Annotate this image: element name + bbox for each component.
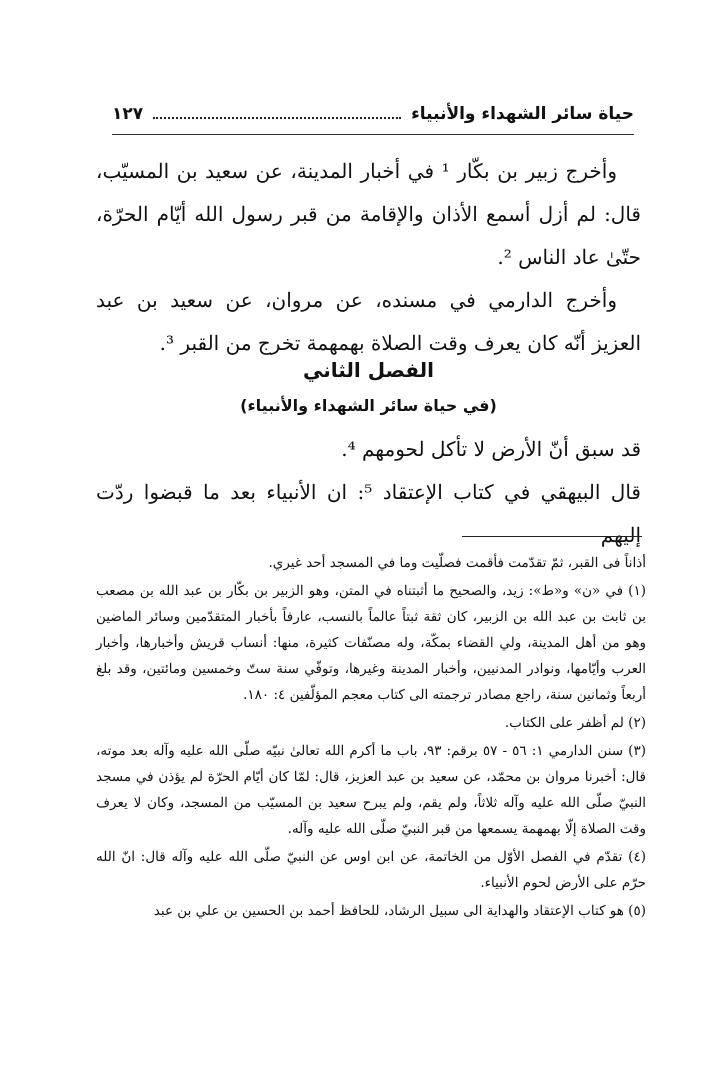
paragraph-zubair: وأخرج زبير بن بكّار ¹ في أخبار المدينة، عن سعيد بن المسيّب، قال: لم أزل أسمع الأذان والإقامة من قبر رسول الله أيّام الحرّة، حتّىٰ عاد الناس ².: [96, 159, 641, 269]
footnote-2: (٢) لم أظفر على الكتاب.: [504, 715, 646, 731]
footnote-divider: [462, 536, 642, 537]
header-title: حياة سائر الشهداء والأنبياء: [411, 104, 634, 124]
section2-line2: قال البيهقي في كتاب الإعتقاد ⁵: ان الأنبياء بعد ما قبضوا ردّت إليهم: [96, 480, 641, 547]
header-dot-leader: [153, 117, 401, 119]
section2-line1: قد سبق أنّ الأرض لا تأكل لحومهم ⁴.: [341, 437, 641, 461]
footnote-4: (٤) تقدّم في الفصل الأوّل من الخاتمة، عن ابن اوس عن النبيّ صلّى الله عليه وآله قال: انّ الله حرّم على الأرض لحوم الأنبياء.: [96, 849, 646, 891]
footnote-3: (٣) سنن الدارمي ١: ٥٦ - ٥٧ برقم: ٩٣، باب ما أكرم الله تعالىٰ نبيّه صلّى الله عليه وآله بعد موته، قال: أخبرنا مروان بن محمّد، عن سعيد بن عبد العزيز، قال: لمّا كان أيّام الحرّة لم يؤذن في مسجد النبيّ صلّى الله عليه وآله ثلاثاً، ولم يقم، ولم يبرح سعيد بن المسيّب من المسجد، وكان لا يعرف وقت الصلاة إلّا بهمهمة يسمعها من قبر النبيّ صلّى الله عليه وآله.: [96, 743, 646, 837]
footnote-1: (١) في «ن» و«ط»: زيد، والصحيح ما أثبتناه في المتن، وهو الزبير بن بكّار بن عبد الله بن مصعب بن ثابت بن عبد الله بن الزبير، كان ثقة ثبتاً عالماً بالنسب، عارفاً بأخبار المتقدّمين وسائر الماضين وهو من أهل المدينة، ولي القضاء بمكّة، وله مصنّفات كثيرة، منها: أنساب قريش وأخبارها، وأخبار العرب وأيّامها، ونوادر المدنيين، وأخبار المدينة وغيرها، وتوفّي سنة ستّ وخمسين ومائتين، وقد بلغ أربعاً وثمانين سنة، راجع مصادر ترجمته الى كتاب معجم المؤلّفين ٤: ١٨٠.: [96, 583, 646, 703]
main-text-section2: [96, 428, 641, 557]
main-text: [96, 150, 641, 365]
page-number: ١٢٧: [112, 104, 144, 124]
running-header: [112, 104, 634, 135]
footnote-5: (٥) هو كتاب الإعتقاد والهداية الى سبيل الرشاد، للحافظ أحمد بن الحسين بن علي بن عبد: [153, 903, 646, 919]
chapter-subtitle: (في حياة سائر الشهداء والأنبياء): [240, 396, 497, 415]
paragraph-darimi: وأخرج الدارمي في مسنده، عن مروان، عن سعيد بن عبد العزيز أنّه كان يعرف وقت الصلاة بهمهمة تخرج من القبر ³.: [96, 288, 641, 355]
footnote-continuation: أذاناً فى القبر، ثمّ تقدّمت فأقمت فصلّيت وما في المسجد أحد غيري.: [268, 555, 646, 571]
footnotes: [96, 550, 646, 926]
chapter-title: الفصل الثاني: [302, 358, 435, 382]
